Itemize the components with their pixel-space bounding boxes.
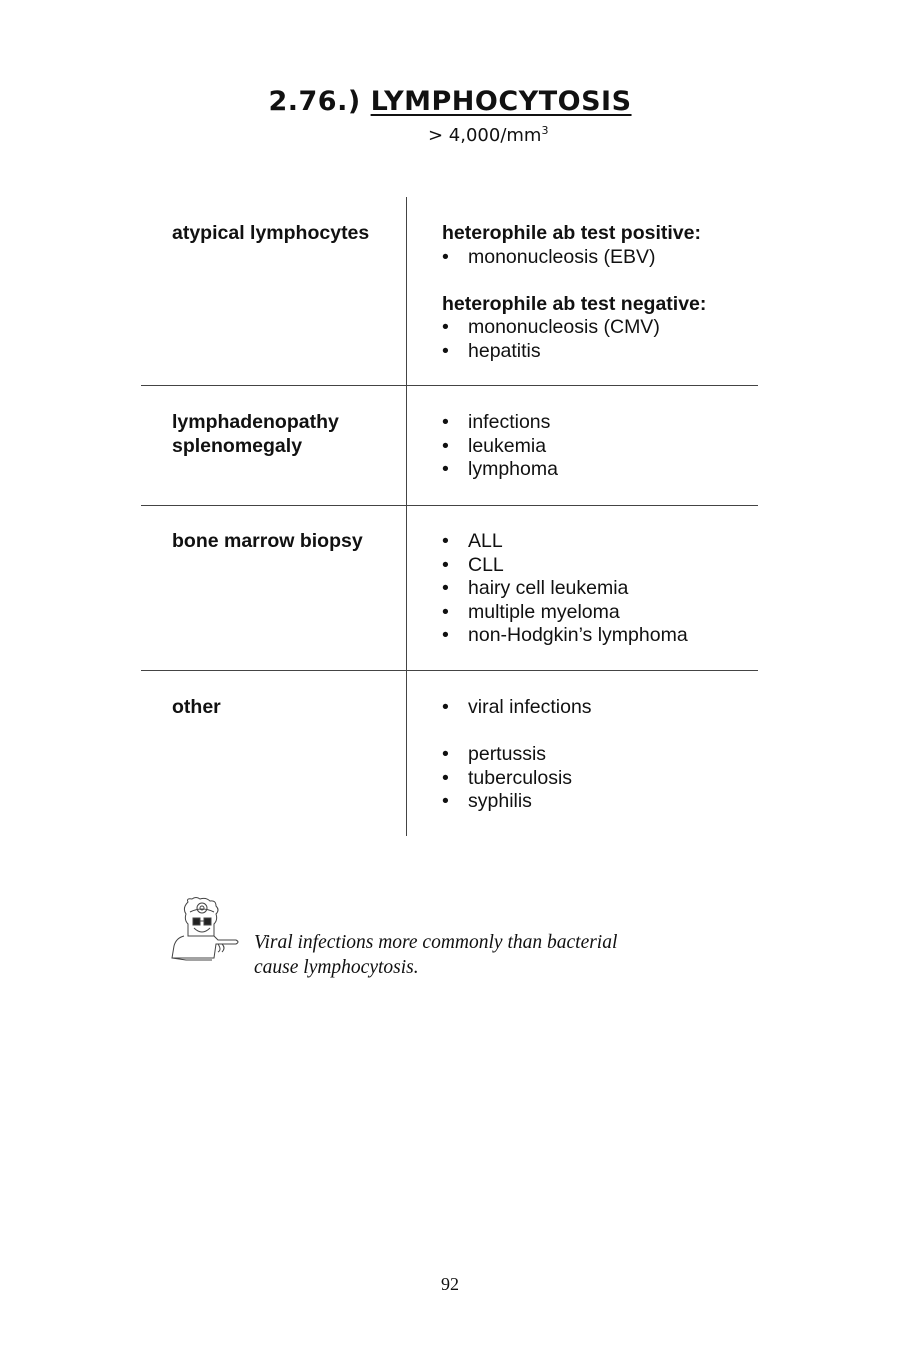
group-heading: heterophile ab test negative: (442, 292, 707, 315)
list-item-text: CLL (468, 553, 504, 576)
page-number: 92 (441, 1274, 459, 1294)
list-item-text: hepatitis (468, 339, 541, 362)
row-label-lymphadenopathy (172, 411, 339, 458)
bullet-icon: • (442, 553, 449, 576)
section-number: 2.76.) (268, 86, 361, 117)
row-findings (442, 530, 688, 648)
list-item-text: ALL (468, 530, 503, 552)
list-item (442, 340, 706, 364)
list-item-text: multiple myeloma (468, 600, 620, 623)
bullet-icon: • (442, 434, 449, 457)
list-item (442, 411, 558, 435)
row-label-atypical-lymphocytes (172, 222, 369, 246)
list-item (442, 624, 688, 648)
threshold (428, 124, 548, 146)
row-findings (442, 696, 592, 814)
list-item-text: syphilis (468, 790, 532, 812)
list-item (442, 554, 688, 578)
list-item-text: lymphoma (468, 458, 558, 480)
threshold-value: > 4,000/mm (428, 125, 542, 146)
list-item (442, 435, 558, 459)
bullet-icon: • (442, 458, 449, 480)
bullet-icon: • (442, 316, 449, 338)
list-item (442, 530, 688, 554)
row-label-bone-marrow-biopsy (172, 530, 363, 554)
row-findings (442, 222, 706, 363)
bullet-icon: • (442, 743, 449, 765)
row-findings (442, 411, 558, 482)
list-item (442, 743, 592, 767)
list-item-text: pertussis (468, 743, 547, 765)
list-item (442, 577, 688, 601)
tip-line: Viral infections more commonly than bacterial (254, 932, 618, 953)
bullet-icon: • (442, 245, 449, 268)
list-item (442, 790, 592, 814)
list-item-text: mononucleosis (CMV) (468, 316, 660, 338)
pointing-doctor-mascot-icon (166, 896, 244, 962)
list-item-text: hairy cell leukemia (468, 577, 629, 599)
list-item (442, 458, 558, 482)
threshold-exponent: 3 (541, 124, 549, 137)
bullet-icon: • (442, 766, 449, 789)
table-column-divider (406, 197, 407, 836)
list-item (442, 601, 688, 625)
list-item-text: viral infections (468, 696, 592, 718)
bullet-icon: • (442, 339, 449, 362)
list-item-text: non-Hodgkin’s lymphoma (468, 624, 688, 646)
bullet-icon: • (442, 624, 449, 646)
bullet-icon: • (442, 530, 449, 552)
table-row-divider (141, 385, 758, 386)
tip-line: cause lymphocytosis. (254, 957, 419, 978)
table-row-divider (141, 505, 758, 506)
bullet-icon: • (442, 696, 449, 718)
list-item (442, 767, 592, 791)
row-label-line: splenomegaly (172, 434, 303, 457)
list-item-text: mononucleosis (EBV) (468, 245, 656, 268)
bullet-icon: • (442, 577, 449, 599)
row-label-line: bone marrow biopsy (172, 530, 363, 552)
row-label-line: other (172, 696, 221, 718)
list-item-text: infections (468, 411, 551, 433)
row-label-other (172, 696, 221, 720)
bullet-icon: • (442, 790, 449, 812)
list-item-text: tuberculosis (468, 766, 573, 789)
page-title (0, 86, 900, 117)
section-title: LYMPHOCYTOSIS (370, 86, 632, 117)
list-item-text: leukemia (468, 434, 547, 457)
list-item (442, 246, 706, 270)
group-heading: heterophile ab test positive: (442, 222, 701, 244)
table-row-divider (141, 670, 758, 671)
bullet-icon: • (442, 600, 449, 623)
row-label-line: atypical lymphocytes (172, 222, 370, 244)
clinical-tip (254, 930, 674, 980)
list-item (442, 696, 592, 720)
row-label-line: lymphadenopathy (172, 411, 339, 433)
list-item (442, 316, 706, 340)
bullet-icon: • (442, 411, 449, 433)
